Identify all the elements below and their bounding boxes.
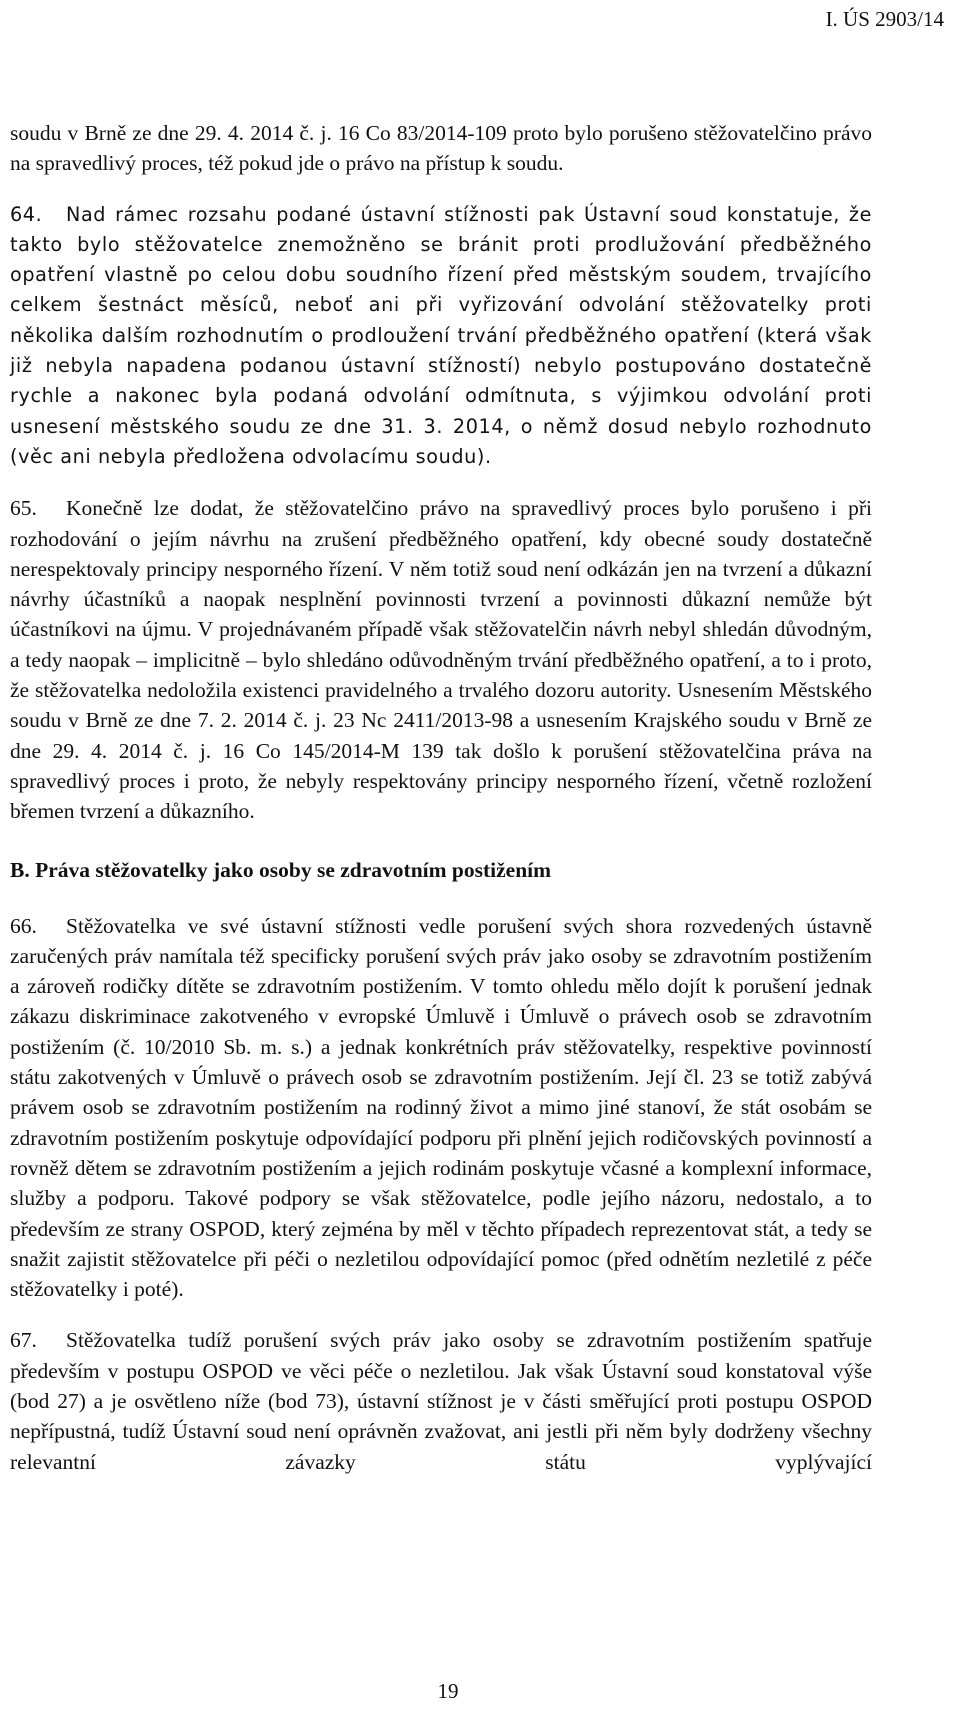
paragraph-text: Nad rámec rozsahu podané ústavní stížnosti pak Ústavní soud konstatuje, že takto bylo stěžovatelce znemožněno se bránit proti prodlužování předběžného opatření vlastně po celou dobu soudního řízení před městským soudem, trvajícího celkem šestnáct měsíců, neboť ani při vyřizování odvolání stěžovatelky proti několika dalším rozhodnutím o prodloužení trvání předběžného opatření (která však již nebyla napadena podanou ústavní stížností) nebylo postupováno dostatečně rychle a nakonec byla podaná odvolání odmítnuta, s výjimkou odvolání proti usnesení městského soudu ze dne 31. 3. 2014, o němž dosud nebylo rozhodnuto (věc ani nebyla předložena odvolacímu soudu). bbox=[10, 202, 872, 468]
paragraph-66 bbox=[10, 911, 872, 1305]
case-reference: I. ÚS 2903/14 bbox=[825, 7, 944, 31]
paragraph-number: 67. bbox=[10, 1328, 37, 1353]
paragraph-63-continuation: soudu v Brně ze dne 29. 4. 2014 č. j. 16 Co 83/2014-109 proto bylo porušeno stěžovatelčino právo na spravedlivý proces, též pokud jde o právo na přístup k soudu. bbox=[10, 121, 872, 176]
paragraph-text: Stěžovatelka ve své ústavní stížnosti vedle porušení svých shora rozvedených ústavně zaručených práv namítala též specificky porušení svých práv jako osoby se zdravotním postižením a zároveň rodičky dítěte se zdravotním postižením. V tomto ohledu mělo dojít k porušení jednak zákazu diskriminace zakotveného v evropské Úmluvě i Úmluvě o právech osob se zdravotním postižením (č. 10/2010 Sb. m. s.) a jednak konkrétních práv stěžovatelky, respektive povinností státu zakotvených v Úmluvě o právech osob se zdravotním postižením. Její čl. 23 se totiž zabývá právem osob se zdravotním postižením na rodinný život a mimo jiné stanoví, že stát osobám se zdravotním postižením poskytuje odpovídající podporu při plnění jejich rodičovských povinností a rovněž dětem se zdravotním postižením a jejich rodinám poskytuje včasné a komplexní informace, služby a podporu. Takové podpory se však stěžovatelce, podle jejího názoru, nedostalo, a to především ze strany OSPOD, který zejména by měl v těchto případech reprezentovat stát, a tedy se snažit zajistit stěžovatelce při péči o nezletilou odpovídající pomoc (před odnětím nezletilé z péče stěžovatelky i poté). bbox=[10, 913, 872, 1302]
page-number: 19 bbox=[437, 1679, 459, 1703]
paragraph-number: 65. bbox=[10, 496, 37, 521]
paragraph-text: Stěžovatelka tudíž porušení svých práv jako osoby se zdravotním postižením spatřuje především v postupu OSPOD ve věci péče o nezletilou. Jak však Ústavní soud konstatoval výše (bod 27) a je osvětleno níže (bod 73), ústavní stížnost je v části směřující proti postupu OSPOD nepřípustná, tudíž Ústavní soud není oprávněn zvažovat, ani jestli při něm byly dodrženy všechny relevantní závazky státu vyplývající bbox=[10, 1328, 872, 1474]
document-body bbox=[10, 118, 872, 1477]
paragraph-64 bbox=[10, 200, 872, 473]
section-heading: B. Práva stěžovatelky jako osoby se zdravotním postižením bbox=[10, 857, 552, 882]
paragraph-text: Konečně lze dodat, že stěžovatelčino právo na spravedlivý proces bylo porušeno i při rozhodování o jejím návrhu na zrušení předběžného opatření, kdy obecné soudy dostatečně nerespektovaly principy nesporného řízení. V něm totiž soud není odkázán jen na tvrzení a důkazní návrhy účastníků a naopak nesplnění povinnosti tvrzení a povinnosti důkazní nemůže být účastníkovi na újmu. V projednávaném případě však stěžovatelčin návrh nebyl shledán důvodným, a tedy naopak – implicitně – bylo shledáno odůvodněným trvání předběžného opatření, a to i proto, že stěžovatelka nedoložila existenci pravidelného a trvalého dozoru autority. Usnesením Městského soudu v Brně ze dne 7. 2. 2014 č. j. 23 Nc 2411/2013-98 a usnesením Krajského soudu v Brně ze dne 29. 4. 2014 č. j. 16 Co 145/2014-M 139 tak došlo k porušení stěžovatelčina práva na spravedlivý proces i proto, že nebyly respektovány principy nesporného řízení, včetně rozložení břemen tvrzení a důkazního. bbox=[10, 496, 872, 824]
paragraph-number: 66. bbox=[10, 913, 37, 938]
paragraph-65 bbox=[10, 493, 872, 826]
paragraph-number: 64. bbox=[10, 202, 43, 226]
paragraph-67 bbox=[10, 1325, 872, 1476]
